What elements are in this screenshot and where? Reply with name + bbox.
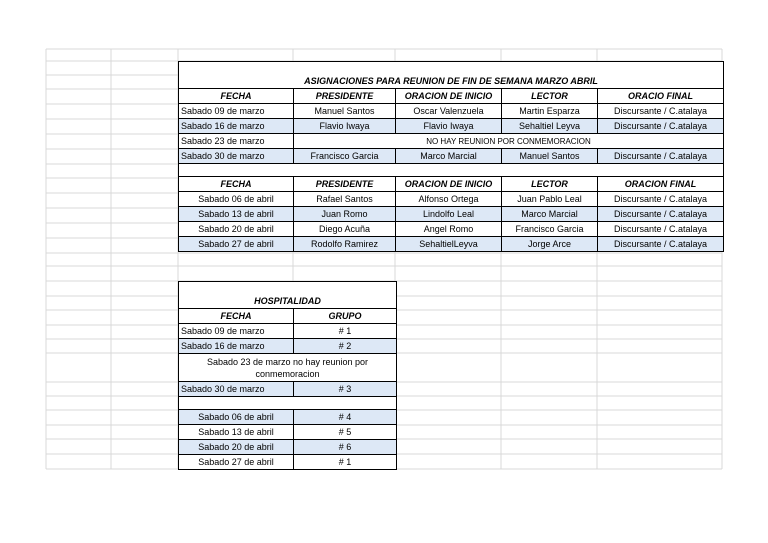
assignments-title: ASIGNACIONES PARA REUNION DE FIN DE SEMANA MARZO ABRIL bbox=[179, 62, 724, 89]
header-oracion-inicio: ORACION DE INICIO bbox=[396, 89, 502, 104]
header-fecha: FECHA bbox=[179, 89, 294, 104]
hospitality-table bbox=[178, 281, 397, 470]
group-cell: # 1 bbox=[294, 324, 397, 339]
header-lector: LECTOR bbox=[502, 89, 598, 104]
opening-prayer-cell: Flavio Iwaya bbox=[396, 119, 502, 134]
reader-cell: Jorge Arce bbox=[502, 237, 598, 252]
opening-prayer-cell: Angel Romo bbox=[396, 222, 502, 237]
reader-cell: Juan Pablo Leal bbox=[502, 192, 598, 207]
opening-prayer-cell: Oscar Valenzuela bbox=[396, 104, 502, 119]
header-presidente: PRESIDENTE bbox=[294, 177, 396, 192]
hospitality-title-row bbox=[179, 282, 397, 309]
table-row bbox=[179, 134, 724, 149]
header-grupo: GRUPO bbox=[294, 309, 397, 324]
assignments-table bbox=[178, 61, 724, 252]
table-row bbox=[179, 440, 397, 455]
reader-cell: Marco Marcial bbox=[502, 207, 598, 222]
date-cell: Sabado 30 de marzo bbox=[179, 382, 294, 397]
date-cell: Sabado 06 de abril bbox=[179, 410, 294, 425]
date-cell: Sabado 16 de marzo bbox=[179, 119, 294, 134]
date-cell: Sabado 13 de abril bbox=[179, 207, 294, 222]
closing-prayer-cell: Discursante / C.atalaya bbox=[598, 192, 724, 207]
header-fecha: FECHA bbox=[179, 309, 294, 324]
date-cell: Sabado 09 de marzo bbox=[179, 104, 294, 119]
table-row bbox=[179, 455, 397, 470]
hospitality-title: HOSPITALIDAD bbox=[179, 282, 397, 309]
closing-prayer-cell: Discursante / C.atalaya bbox=[598, 237, 724, 252]
table-row bbox=[179, 192, 724, 207]
president-cell: Rodolfo Ramirez bbox=[294, 237, 396, 252]
april-header-row bbox=[179, 177, 724, 192]
group-cell: # 4 bbox=[294, 410, 397, 425]
table-row bbox=[179, 324, 397, 339]
president-cell: Flavio Iwaya bbox=[294, 119, 396, 134]
president-cell: Juan Romo bbox=[294, 207, 396, 222]
table-row bbox=[179, 382, 397, 397]
reader-cell: Francisco Garcia bbox=[502, 222, 598, 237]
table-row bbox=[179, 222, 724, 237]
date-cell: Sabado 27 de abril bbox=[179, 237, 294, 252]
spacer-row bbox=[179, 397, 397, 410]
date-cell: Sabado 06 de abril bbox=[179, 192, 294, 207]
opening-prayer-cell: Marco Marcial bbox=[396, 149, 502, 164]
header-lector: LECTOR bbox=[502, 177, 598, 192]
closing-prayer-cell: Discursante / C.atalaya bbox=[598, 149, 724, 164]
table-row bbox=[179, 425, 397, 440]
group-cell: # 2 bbox=[294, 339, 397, 354]
table-row bbox=[179, 410, 397, 425]
opening-prayer-cell: Lindolfo Leal bbox=[396, 207, 502, 222]
closing-prayer-cell: Discursante / C.atalaya bbox=[598, 119, 724, 134]
reader-cell: Sehaltiel Leyva bbox=[502, 119, 598, 134]
table-row bbox=[179, 104, 724, 119]
no-meeting-note: NO HAY REUNION POR CONMEMORACION bbox=[294, 134, 724, 149]
date-cell: Sabado 16 de marzo bbox=[179, 339, 294, 354]
group-cell: # 6 bbox=[294, 440, 397, 455]
header-oracion-inicio: ORACION DE INICIO bbox=[396, 177, 502, 192]
group-cell: # 3 bbox=[294, 382, 397, 397]
header-fecha: FECHA bbox=[179, 177, 294, 192]
hospitality-header-row bbox=[179, 309, 397, 324]
date-cell: Sabado 23 de marzo bbox=[179, 134, 294, 149]
group-cell: # 1 bbox=[294, 455, 397, 470]
closing-prayer-cell: Discursante / C.atalaya bbox=[598, 207, 724, 222]
date-cell: Sabado 27 de abril bbox=[179, 455, 294, 470]
date-cell: Sabado 13 de abril bbox=[179, 425, 294, 440]
header-presidente: PRESIDENTE bbox=[294, 89, 396, 104]
header-oracion-final: ORACION FINAL bbox=[598, 177, 724, 192]
group-cell: # 5 bbox=[294, 425, 397, 440]
spacer-row bbox=[179, 164, 724, 177]
president-cell: Manuel Santos bbox=[294, 104, 396, 119]
president-cell: Diego Acuña bbox=[294, 222, 396, 237]
header-oracion-final: ORACIO FINAL bbox=[598, 89, 724, 104]
table-row bbox=[179, 119, 724, 134]
assignments-title-row bbox=[179, 62, 724, 89]
reader-cell: Martin Esparza bbox=[502, 104, 598, 119]
date-cell: Sabado 30 de marzo bbox=[179, 149, 294, 164]
opening-prayer-cell: SehaltielLeyva bbox=[396, 237, 502, 252]
president-cell: Rafael Santos bbox=[294, 192, 396, 207]
closing-prayer-cell: Discursante / C.atalaya bbox=[598, 222, 724, 237]
table-row bbox=[179, 354, 397, 382]
table-row bbox=[179, 339, 397, 354]
no-meeting-note: Sabado 23 de marzo no hay reunion por conmemoracion bbox=[179, 354, 397, 382]
reader-cell: Manuel Santos bbox=[502, 149, 598, 164]
table-row bbox=[179, 207, 724, 222]
march-header-row bbox=[179, 89, 724, 104]
date-cell: Sabado 09 de marzo bbox=[179, 324, 294, 339]
date-cell: Sabado 20 de abril bbox=[179, 222, 294, 237]
date-cell: Sabado 20 de abril bbox=[179, 440, 294, 455]
table-row bbox=[179, 237, 724, 252]
table-row bbox=[179, 149, 724, 164]
opening-prayer-cell: Alfonso Ortega bbox=[396, 192, 502, 207]
closing-prayer-cell: Discursante / C.atalaya bbox=[598, 104, 724, 119]
president-cell: Francisco Garcia bbox=[294, 149, 396, 164]
